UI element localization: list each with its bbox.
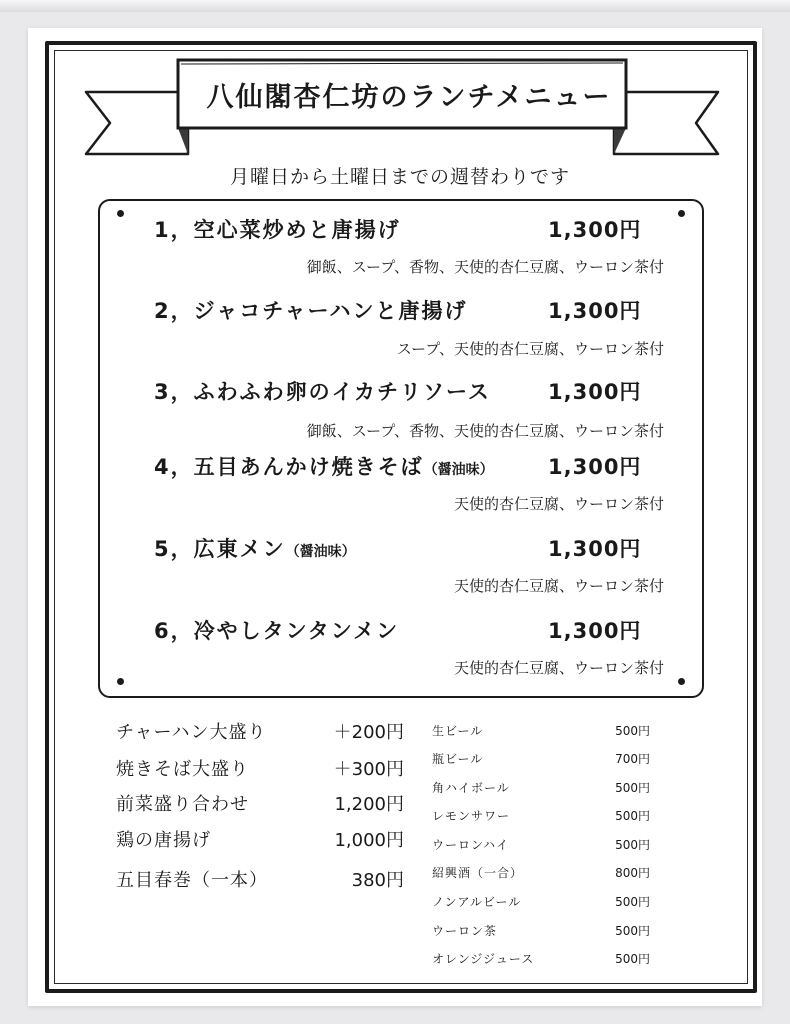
drink-name: ウーロンハイ: [432, 838, 510, 852]
menu-item-note: （醤油味）: [285, 544, 356, 560]
menu-item-label: 1，空心菜炒めと唐揚げ: [154, 218, 401, 242]
addon-name: 前菜盛り合わせ: [116, 794, 249, 815]
top-bar: [0, 0, 790, 12]
menu-item-description: 御飯、スープ、香物、天使的杏仁豆腐、ウーロン茶付: [306, 258, 664, 276]
addon-price: 1,200円: [334, 794, 404, 815]
addon-price: 380円: [351, 870, 404, 891]
drink-name: ノンアルビール: [432, 895, 522, 909]
menu-item-description: スープ、天使的杏仁豆腐、ウーロン茶付: [396, 340, 664, 358]
drink-name: ウーロン茶: [432, 924, 498, 938]
drink-name: 角ハイボール: [432, 781, 510, 795]
menu-item-name: [154, 295, 468, 327]
menu-item-label: 2，ジャコチャーハンと唐揚げ: [154, 299, 468, 323]
drink-price: 500円: [615, 838, 650, 852]
addon-price: ＋300円: [333, 759, 404, 780]
menu-item-price: 1,300円: [548, 380, 642, 404]
corner-dot: [117, 210, 124, 217]
menu-item-description: 天使的杏仁豆腐、ウーロン茶付: [453, 495, 664, 513]
drink-price: 500円: [615, 809, 650, 823]
menu-item-label: 6，冷やしタンタンメン: [154, 619, 400, 643]
menu-item-description: 天使的杏仁豆腐、ウーロン茶付: [453, 659, 664, 677]
corner-dot: [678, 678, 685, 685]
drink-price: 500円: [615, 952, 650, 966]
addon-name: 五目春巻（一本）: [116, 870, 268, 891]
drink-price: 500円: [615, 781, 650, 795]
menu-item-price: 1,300円: [548, 619, 642, 643]
drink-name: 紹興酒（一合）: [432, 866, 524, 880]
menu-title: 八仙閣杏仁坊のランチメニュー: [206, 81, 612, 113]
menu-item-note: （醤油味）: [423, 462, 494, 478]
menu-item-name: [154, 615, 399, 647]
addon-price: 1,000円: [334, 830, 404, 851]
menu-item-name: [154, 376, 491, 408]
addon-name: 鶏の唐揚げ: [116, 830, 211, 851]
menu-item-price: 1,300円: [548, 218, 642, 242]
drink-price: 700円: [615, 752, 650, 766]
menu-item-name: [154, 451, 494, 483]
addon-name: 焼きそば大盛り: [116, 759, 249, 780]
drink-name: 生ビール: [432, 724, 484, 738]
corner-dot: [117, 678, 124, 685]
drink-name: オレンジジュース: [432, 952, 535, 966]
drink-price: 500円: [615, 924, 650, 938]
drink-name: 瓶ビール: [432, 752, 484, 766]
menu-item-price: 1,300円: [548, 299, 642, 323]
menu-item-description: 御飯、スープ、香物、天使的杏仁豆腐、ウーロン茶付: [306, 422, 664, 440]
drink-price: 800円: [615, 866, 650, 880]
drink-price: 500円: [615, 895, 650, 909]
corner-dot: [678, 210, 685, 217]
addon-price: ＋200円: [333, 722, 404, 743]
drink-price: 500円: [615, 724, 650, 738]
menu-item-label: 4，五目あんかけ焼きそば: [154, 455, 424, 479]
addon-name: チャーハン大盛り: [116, 722, 267, 743]
menu-item-name: [154, 214, 401, 246]
menu-item-name: [154, 533, 356, 565]
menu-item-price: 1,300円: [548, 455, 642, 479]
menu-subtitle: 月曜日から土曜日までの週替わりです: [229, 166, 570, 188]
menu-item-description: 天使的杏仁豆腐、ウーロン茶付: [453, 577, 664, 595]
menu-item-price: 1,300円: [548, 537, 642, 561]
menu-item-label: 3，ふわふわ卵のイカチリソース: [154, 380, 491, 404]
drink-name: レモンサワー: [432, 809, 511, 823]
menu-item-label: 5，広東メン: [154, 537, 286, 561]
